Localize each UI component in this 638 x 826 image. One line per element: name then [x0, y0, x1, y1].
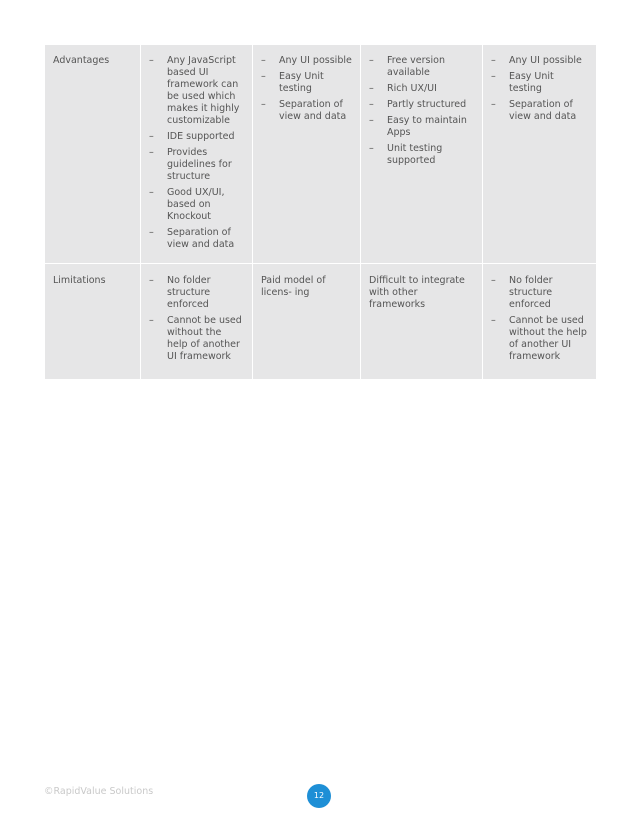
cell-text: Paid model of licens- ing — [261, 275, 326, 298]
limitations-col-2 — [253, 264, 361, 380]
list-item: – Separation of view and data — [261, 99, 347, 122]
dash-bullet: – — [491, 55, 496, 66]
list-item: – Easy to maintain Apps — [369, 115, 467, 138]
dash-bullet: – — [149, 187, 154, 198]
limitations-col-4 — [483, 264, 597, 380]
list-item: – No folder structure enforced — [149, 275, 211, 310]
dash-bullet: – — [491, 99, 496, 110]
list-item: – Any UI possible — [491, 55, 582, 66]
list-item: – Partly structured — [369, 99, 467, 110]
list-item: – Separation of view and data — [149, 227, 235, 250]
dash-bullet: – — [491, 71, 496, 82]
dash-bullet: – — [149, 275, 154, 286]
dash-bullet: – — [491, 315, 496, 326]
dash-bullet: – — [369, 55, 374, 66]
row-header-limitations: Limitations — [45, 264, 141, 380]
list-item: – Rich UX/UI — [369, 83, 437, 94]
list-item: – No folder structure enforced — [491, 275, 553, 310]
dash-bullet: – — [261, 55, 266, 66]
cell-text: Difficult to integrate with other frameworks — [369, 275, 465, 310]
dash-bullet: – — [149, 131, 154, 142]
dash-bullet: – — [491, 275, 496, 286]
dash-bullet: – — [369, 99, 374, 110]
dash-bullet: – — [149, 315, 154, 326]
table-row-limitations — [45, 264, 597, 380]
limitations-col-3 — [361, 264, 483, 380]
dash-bullet: – — [149, 227, 154, 238]
table-row-advantages — [45, 45, 597, 264]
comparison-table — [44, 44, 597, 380]
advantages-col-3 — [361, 45, 483, 264]
footer-copyright: ©RapidValue Solutions — [44, 786, 154, 797]
list-item: – Easy Unit testing — [491, 71, 554, 94]
list-item: – Good UX/UI, based on Knockout — [149, 187, 225, 222]
advantages-col-1 — [141, 45, 253, 264]
row-header-advantages: Advantages — [45, 45, 141, 264]
list-item: – Cannot be used without the help of another UI framework — [491, 315, 587, 362]
advantages-col-4 — [483, 45, 597, 264]
dash-bullet: – — [369, 115, 374, 126]
list-item: – IDE supported — [149, 131, 235, 142]
list-item: – Any UI possible — [261, 55, 352, 66]
list-item: – Any JavaScript based UI framework can be used which makes it highly customizable — [149, 55, 240, 126]
page-number-badge: 12 — [307, 784, 331, 808]
dash-bullet: – — [149, 55, 154, 66]
list-item: – Unit testing supported — [369, 143, 443, 166]
dash-bullet: – — [261, 99, 266, 110]
limitations-col-1 — [141, 264, 253, 380]
list-item: – Provides guidelines for structure — [149, 147, 232, 182]
list-item: – Easy Unit testing — [261, 71, 324, 94]
list-item: – Cannot be used without the help of another UI framework — [149, 315, 242, 362]
list-item: – Free version available — [369, 55, 445, 78]
advantages-col-2 — [253, 45, 361, 264]
dash-bullet: – — [149, 147, 154, 158]
dash-bullet: – — [369, 143, 374, 154]
dash-bullet: – — [261, 71, 266, 82]
list-item: – Separation of view and data — [491, 99, 577, 122]
dash-bullet: – — [369, 83, 374, 94]
